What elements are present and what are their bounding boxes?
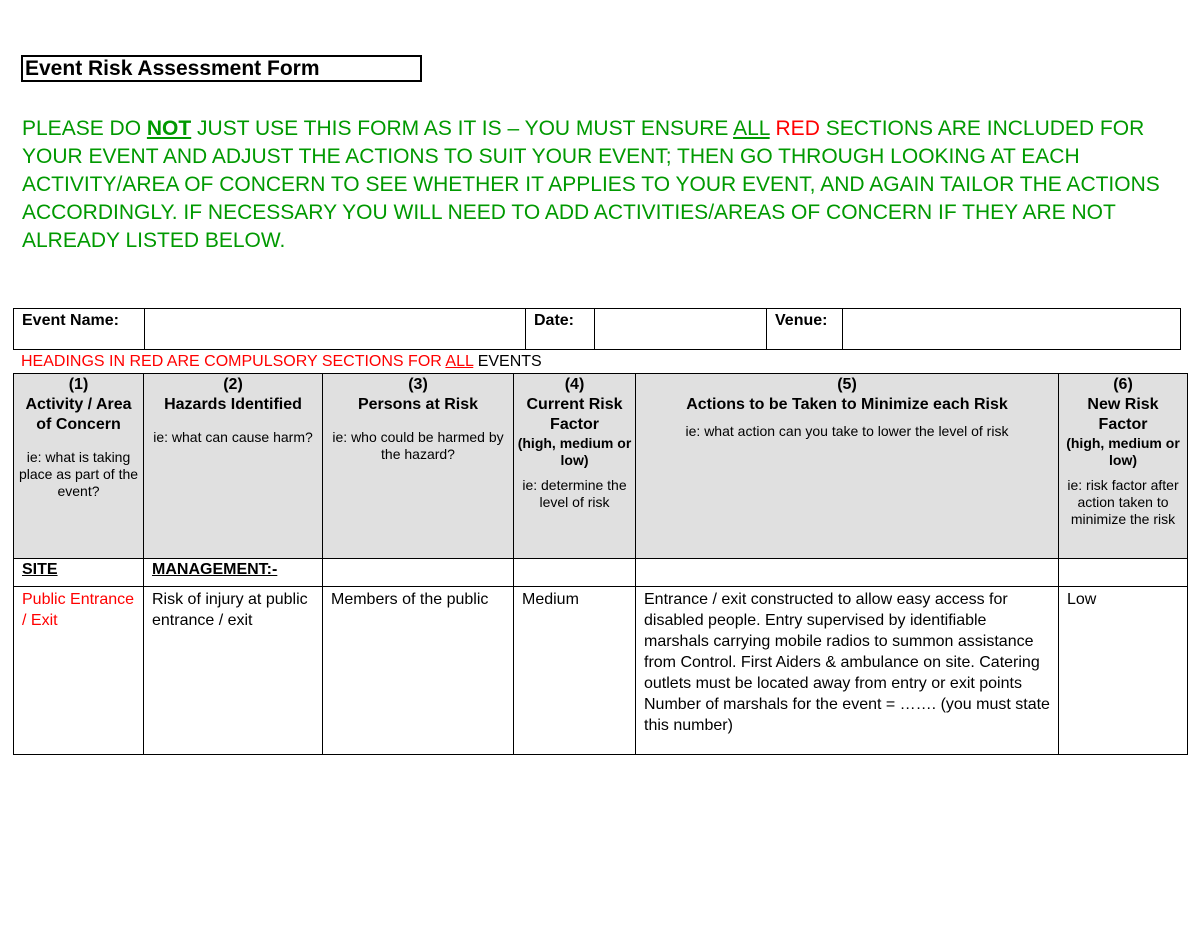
cell-persons: Members of the public [323, 587, 514, 755]
column-header-current-risk [514, 374, 636, 559]
column-header-new-risk [1059, 374, 1188, 559]
column-header-persons [323, 374, 514, 559]
column-title: New Risk Factor [1087, 396, 1159, 433]
date-field[interactable] [595, 309, 767, 350]
instructions-not: NOT [146, 117, 192, 140]
instructions-all: ALL [733, 117, 770, 140]
compulsory-all: ALL [445, 353, 474, 370]
venue-field[interactable] [843, 309, 1181, 350]
risk-assessment-table [13, 373, 1188, 755]
instructions-red: RED [775, 117, 820, 140]
column-number: (5) [837, 376, 857, 393]
form-title: Event Risk Assessment Form [21, 55, 422, 82]
instructions-part3: SECTIONS ARE INCLUDED FOR YOUR EVENT AND ADJUST THE ACTIONS TO SUIT YOUR EVENT; THEN GO THROUGH LOOKING AT EACH ACTIVITY/AREA OF CONCERN TO SEE WHETHER IT APPLIES TO YOUR EVENT, AND AGAIN TAILOR THE ACTIONS ACCORDINGLY. IF NECESSARY YOU WILL NEED TO ADD ACTIVITIES/AREAS OF CONCERN IF THEY ARE NOT ALREADY LISTED BELOW. [22, 117, 1160, 252]
column-title: Persons at Risk [357, 396, 479, 413]
column-header-activity [14, 374, 144, 559]
venue-label: Venue: [767, 309, 843, 350]
column-subtitle: (high, medium or low) [517, 435, 632, 468]
column-number: (4) [564, 376, 585, 393]
actions-note: Number of marshals for the event = ……. (you must state this number) [644, 696, 1050, 734]
section-row [14, 559, 1188, 587]
event-info-table [13, 308, 1181, 350]
column-title: Actions to be Taken to Minimize each Risk [686, 396, 1008, 413]
actions-text: Entrance / exit constructed to allow easy access for disabled people. Entry supervised by identifiable marshals carrying mobile radios to summon assistance from Control. First Aiders & ambulance on site. Catering outlets must be located away from entry or exit points [644, 591, 1040, 692]
column-number: (1) [68, 376, 89, 393]
column-hint: ie: who could be harmed by the hazard? [332, 429, 504, 462]
column-subtitle: (high, medium or low) [1066, 435, 1180, 468]
compulsory-part1: HEADINGS IN RED ARE COMPULSORY SECTIONS FOR [21, 353, 446, 370]
cell-current-risk: Medium [514, 587, 636, 755]
column-hint: ie: what action can you take to lower the level of risk [685, 423, 1009, 439]
column-number: (6) [1113, 376, 1133, 393]
cell-new-risk: Low [1059, 587, 1188, 755]
instructions-part2: JUST USE THIS FORM AS IT IS – YOU MUST ENSURE [191, 117, 734, 140]
column-title: Current Risk Factor [526, 396, 623, 433]
column-number: (3) [408, 376, 428, 393]
event-name-field[interactable] [145, 309, 526, 350]
column-number: (2) [223, 376, 243, 393]
column-header-hazards [144, 374, 323, 559]
instructions-part1: PLEASE DO [22, 117, 147, 140]
column-hint: ie: what can cause harm? [153, 429, 313, 445]
date-label: Date: [526, 309, 595, 350]
section-label-management: MANAGEMENT:- [144, 559, 323, 587]
cell-actions [636, 587, 1059, 755]
column-title: Activity / Area of Concern [25, 396, 132, 433]
cell-hazard: Risk of injury at public entrance / exit [144, 587, 323, 755]
column-header-actions [636, 374, 1059, 559]
table-header-row [14, 374, 1188, 559]
instructions-text [22, 115, 1194, 255]
column-hint: ie: risk factor after action taken to minimize the risk [1067, 477, 1179, 527]
column-hint: ie: determine the level of risk [522, 477, 627, 510]
cell-activity: Public Entrance / Exit [14, 587, 144, 755]
compulsory-note [21, 352, 542, 372]
event-name-label: Event Name: [14, 309, 145, 350]
compulsory-part2: EVENTS [473, 353, 542, 370]
section-label-site: SITE [14, 559, 144, 587]
table-row [14, 587, 1188, 755]
column-title: Hazards Identified [164, 396, 302, 413]
column-hint: ie: what is taking place as part of the event? [18, 449, 139, 499]
